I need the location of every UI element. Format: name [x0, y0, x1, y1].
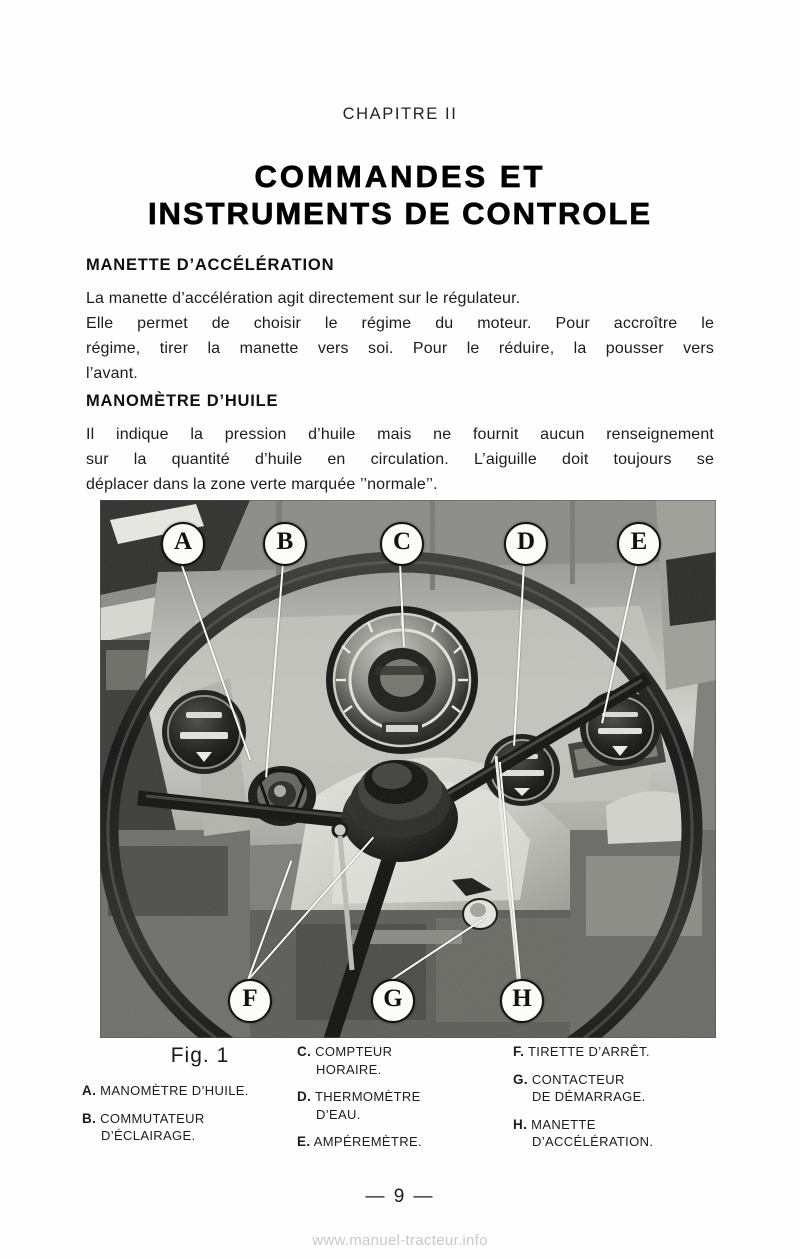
legend-text: MANOMÈTRE D’HUILE. — [100, 1083, 249, 1098]
legend-key: D. — [297, 1089, 312, 1104]
section-paragraph-acceleration — [86, 286, 714, 386]
page-title-line-2: INSTRUMENTS DE CONTROLE — [147, 196, 653, 231]
legend-text-cont: D’ACCÉLÉRATION. — [532, 1134, 654, 1149]
paragraph-line: régime, tirer la manette vers soi. Pour le réduire, la pousser vers — [86, 340, 714, 357]
page-number: — 9 — — [365, 1186, 435, 1207]
legend-text-cont: D’ÉCLAIRAGE. — [101, 1128, 196, 1143]
legend-text: AMPÉREMÈTRE. — [313, 1134, 422, 1149]
callout-a[interactable]: A — [161, 522, 205, 566]
legend-key: A. — [82, 1083, 97, 1098]
section-heading-oil-gauge: MANOMÈTRE D’HUILE — [86, 392, 279, 410]
legend-text: TIRETTE D’ARRÊT. — [527, 1044, 650, 1059]
legend-text: COMPTEUR — [315, 1044, 393, 1059]
figure-photo — [100, 500, 716, 1038]
legend-item-e — [297, 1133, 497, 1151]
legend-key: H. — [513, 1116, 528, 1132]
legend-item-g — [513, 1071, 728, 1106]
legend-key: G. — [513, 1071, 528, 1087]
callout-c[interactable]: C — [380, 522, 424, 566]
legend-text: MANETTE — [531, 1116, 596, 1132]
page-title — [0, 158, 800, 232]
figure-legend-column-3 — [513, 1043, 728, 1161]
callout-g[interactable]: G — [371, 979, 415, 1023]
legend-text: CONTACTEUR — [531, 1071, 625, 1087]
page-title-line-1: COMMANDES ET — [254, 159, 546, 194]
callout-b[interactable]: B — [263, 522, 307, 566]
figure-legend-column-2 — [297, 1043, 497, 1161]
legend-item-a — [82, 1082, 297, 1100]
legend-key: C. — [297, 1044, 312, 1059]
paragraph-line: l’avant. — [86, 365, 138, 382]
legend-text: COMMUTATEUR — [100, 1110, 205, 1126]
legend-text-cont: HORAIRE. — [316, 1061, 382, 1077]
callout-f[interactable]: F — [228, 979, 272, 1023]
paragraph-line: sur la quantité d’huile en circulation. L’aiguille doit toujours se — [86, 451, 714, 468]
section-paragraph-oil-gauge — [86, 422, 714, 497]
paragraph-line: La manette d’accélération agit directement sur le régulateur. — [86, 290, 521, 307]
legend-text-cont: D’EAU. — [316, 1106, 361, 1122]
legend-key: B. — [82, 1110, 97, 1126]
paragraph-line: Elle permet de choisir le régime du moteur. Pour accroître le — [86, 315, 714, 332]
watermark: www.manuel-tracteur.info — [312, 1232, 488, 1249]
paragraph-line: Il indique la pression d’huile mais ne fournit aucun renseignement — [86, 426, 714, 443]
legend-item-c — [297, 1043, 497, 1078]
paragraph-line: déplacer dans la zone verte marquée ’’normale’’. — [86, 476, 438, 493]
legend-key: F. — [513, 1044, 525, 1059]
legend-item-h — [513, 1116, 728, 1151]
legend-text-cont: DE DÉMARRAGE. — [532, 1089, 646, 1104]
figure-legend-column-1 — [82, 1082, 297, 1155]
callout-d[interactable]: D — [504, 522, 548, 566]
legend-key: E. — [297, 1134, 311, 1149]
legend-text: THERMOMÈTRE — [314, 1089, 421, 1104]
figure-caption-label: Fig. 1 — [170, 1044, 230, 1067]
legend-item-b — [82, 1110, 297, 1145]
tractor-dashboard-photo — [100, 500, 716, 1038]
section-heading-acceleration: MANETTE D’ACCÉLÉRATION — [86, 256, 335, 274]
legend-item-d — [297, 1088, 497, 1123]
callout-h[interactable]: H — [500, 979, 544, 1023]
chapter-heading: CHAPITRE II — [342, 105, 458, 123]
callout-e[interactable]: E — [617, 522, 661, 566]
legend-item-f — [513, 1043, 728, 1061]
